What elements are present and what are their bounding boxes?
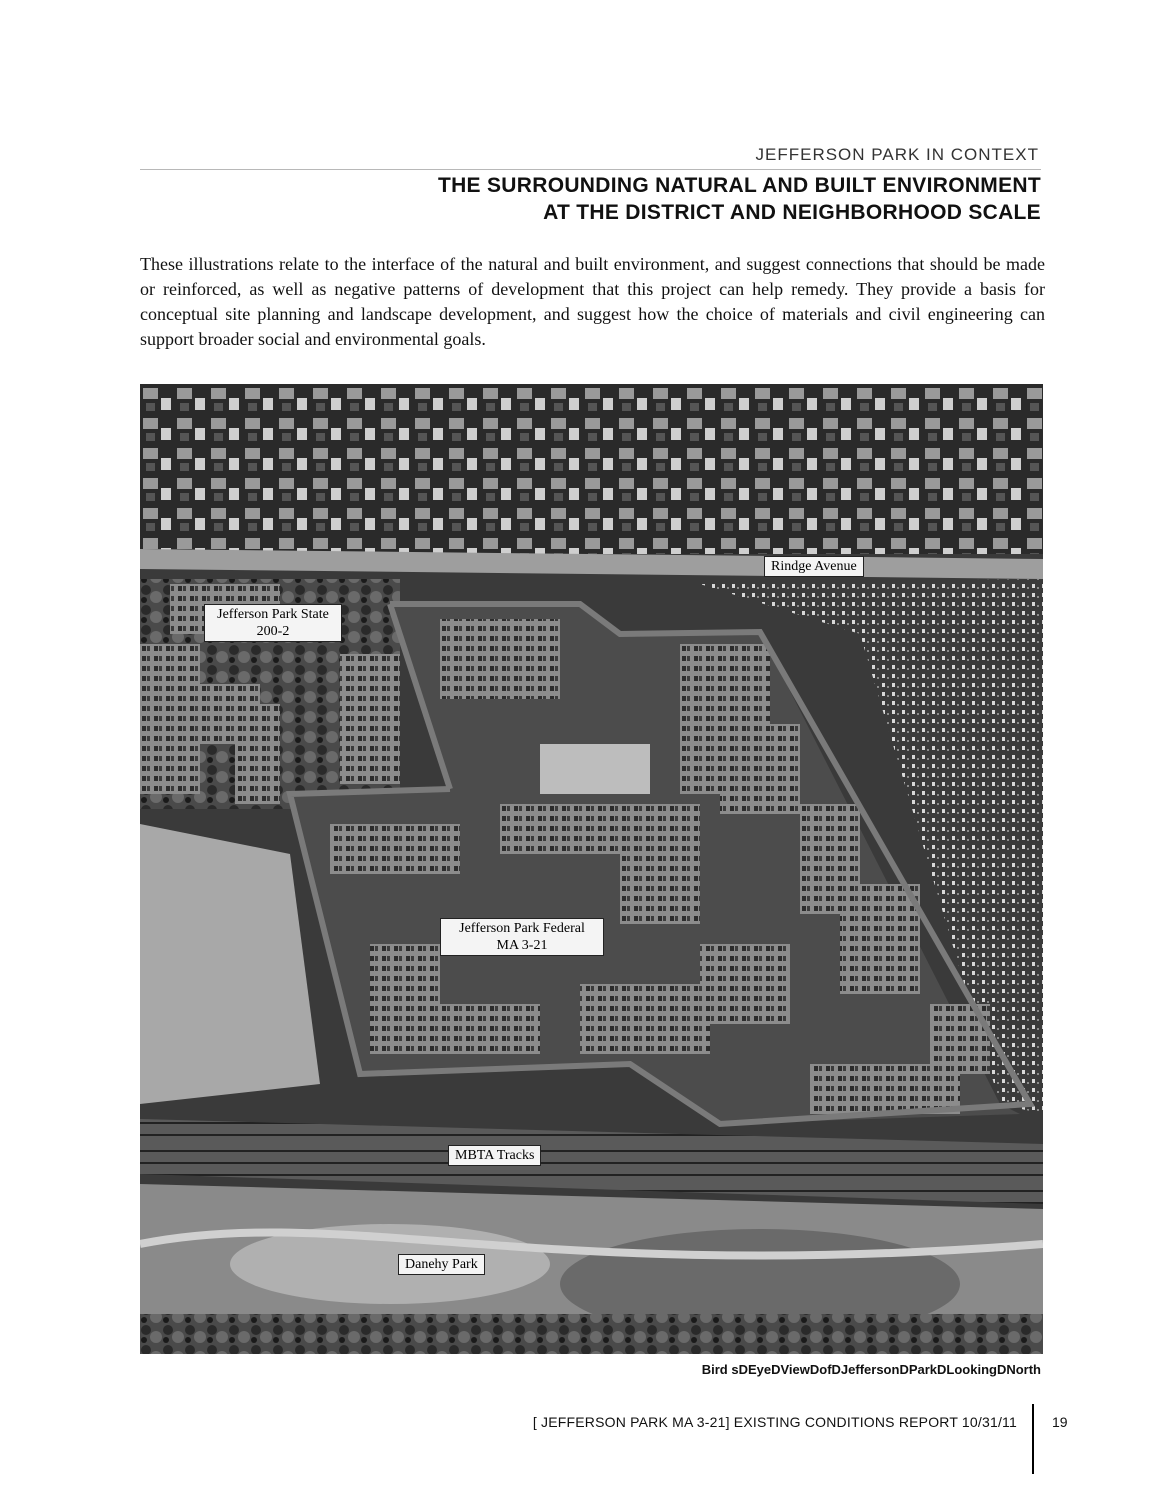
footer-report-title: [ JEFFERSON PARK MA 3-21] EXISTING CONDITIONS REPORT 10/31/11 — [532, 1414, 1017, 1430]
label-state-line-2: 200-2 — [256, 624, 290, 639]
photo-caption: Bird sDEyeDViewDofDJeffersonDParkDLookingDNorth — [701, 1362, 1041, 1377]
label-federal-line-2: MA 3-21 — [496, 938, 548, 953]
footer-divider — [1032, 1404, 1034, 1474]
label-state-line-1: Jefferson Park State — [217, 607, 329, 622]
label-jefferson-park-state — [204, 604, 342, 642]
label-jefferson-park-federal — [440, 918, 604, 956]
title-line-1: THE SURROUNDING NATURAL AND BUILT ENVIRONMENT — [437, 174, 1041, 197]
page-number: 19 — [1052, 1414, 1068, 1430]
label-rindge-avenue: Rindge Avenue — [764, 556, 864, 577]
label-federal-line-1: Jefferson Park Federal — [459, 921, 585, 936]
aerial-photo-illustration — [140, 384, 1043, 1354]
aerial-photo — [140, 384, 1043, 1354]
header-rule — [140, 169, 1041, 170]
section-label: JEFFERSON PARK IN CONTEXT — [755, 145, 1039, 164]
title-line-2: AT THE DISTRICT AND NEIGHBORHOOD SCALE — [543, 201, 1041, 224]
page-title — [438, 172, 1041, 226]
label-mbta-tracks: MBTA Tracks — [448, 1145, 541, 1166]
label-danehy-park: Danehy Park — [398, 1254, 485, 1275]
intro-paragraph: These illustrations relate to the interface of the natural and built environment, and suggest connections that should be made or reinforced, as well as negative patterns of development that this project can help remedy. They provide a basis for conceptual site planning and landscape development, and suggest how the choice of materials and civil engineering can support broader social and environmental goals. — [140, 254, 1045, 349]
